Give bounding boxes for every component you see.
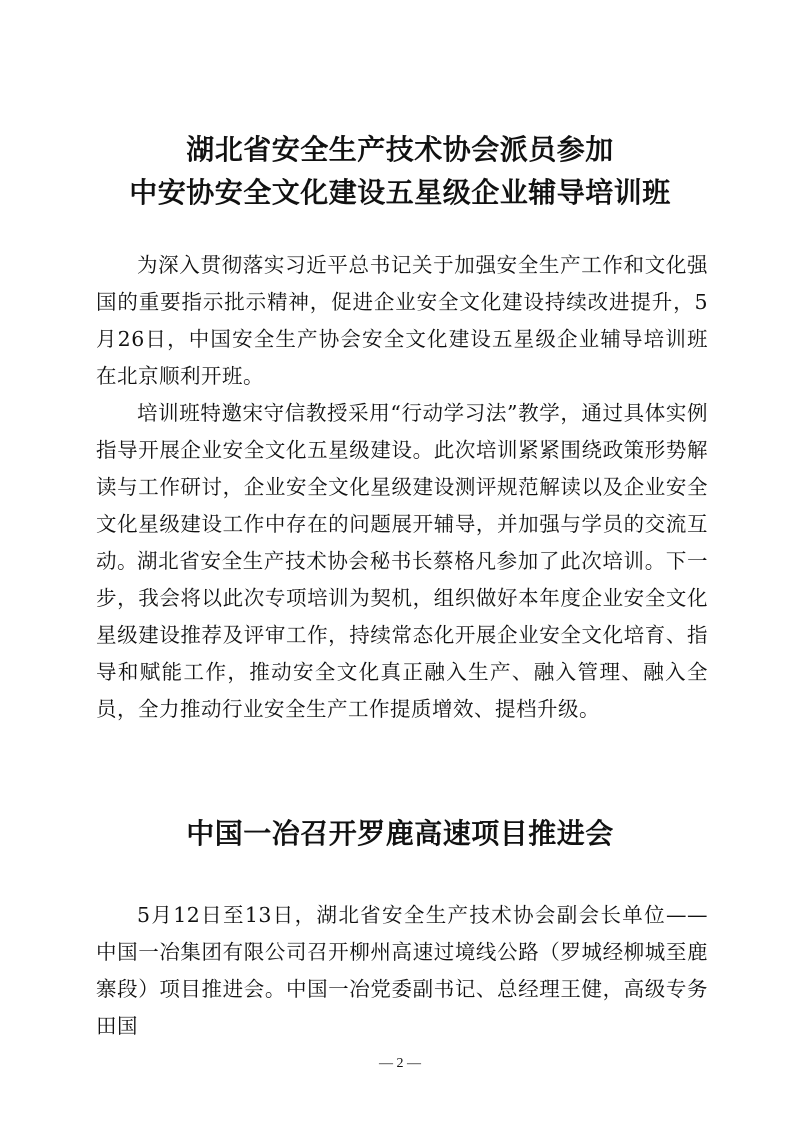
- article-title-line-2: 中安协安全文化建设五星级企业辅导培训班: [129, 176, 671, 209]
- article1-paragraph-3: 湖北省安全生产技术协会秘书长蔡格凡参加了此次培训。下一步，我会将以此次专项培训为契机，组织做好本年度企业安全文化星级建设推荐及评审工作，持续常态化开展企业安全文化培育、指导和赋能工作，推动安全文化真正融入生产、融入管理、融入全员，全力推动行业安全生产工作提质增效、提档升级。: [96, 549, 708, 721]
- article-title-line-1: 湖北省安全生产技术协会派员参加: [186, 133, 614, 166]
- article2-paragraph-1: 5月12日至13日，湖北省安全生产技术协会副会长单位——中国一冶集团有限公司召开柳州高速过境线公路（罗城经柳城至鹿寨段）项目推进会。中国一冶党委副书记、总经理王健，高级专务田国: [96, 903, 708, 1038]
- page-number: — 2 —: [379, 1056, 421, 1071]
- article1-paragraph-2: 培训班特邀宋守信教授采用“行动学习法”教学，通过具体实例指导开展企业安全文化五星级建设。此次培训紧紧围绕政策形势解读与工作研讨，企业安全文化星级建设测评规范解读以及企业安全文化星级建设工作中存在的问题展开辅导，并加强与学员的交流互动。: [96, 401, 708, 573]
- article1-paragraph-1: 为深入贯彻落实习近平总书记关于加强安全生产工作和文化强国的重要指示批示精神，促进企业安全文化建设持续改进提升，5月26日，中国安全生产协会安全文化建设五星级企业辅导培训班在北京顺利开班。: [96, 253, 708, 388]
- article2-title: 中国一冶召开罗鹿高速项目推进会: [186, 817, 614, 850]
